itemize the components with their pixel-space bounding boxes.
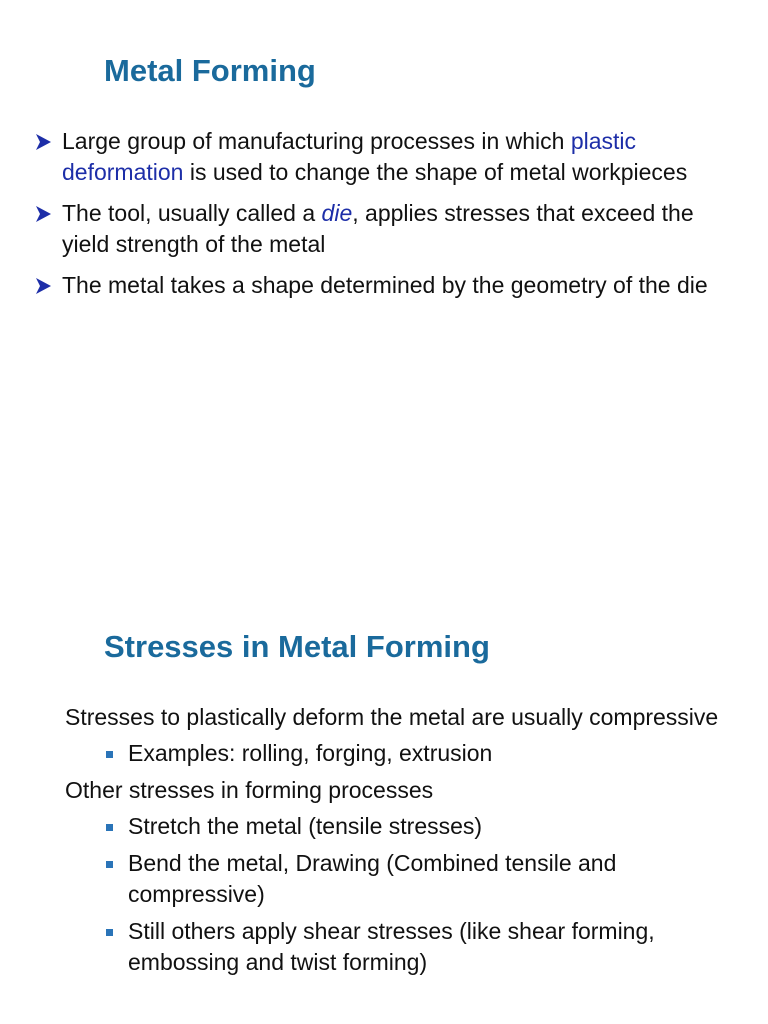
slide-title: Metal Forming — [104, 53, 316, 88]
sub-bullet-text: Bend the metal, Drawing (Combined tensile and compressive) — [128, 850, 617, 907]
sub-bullet-item — [65, 916, 735, 978]
arrow-bullet-icon — [34, 277, 52, 295]
paragraph: Stresses to plastically deform the metal are usually compressive — [65, 704, 719, 730]
bullet-list — [34, 126, 744, 311]
sub-bullet-item — [65, 811, 735, 842]
square-bullet-icon — [106, 929, 113, 936]
bullet-text: The metal takes a shape determined by the geometry of the die — [62, 272, 708, 298]
sub-bullet-text: Still others apply shear stresses (like shear forming, embossing and twist forming) — [128, 918, 655, 975]
sub-bullet-item — [65, 738, 735, 769]
bullet-text: is used to change the shape of metal workpieces — [183, 159, 688, 185]
bullet-text: Large group of manufacturing processes in which — [62, 128, 571, 154]
slide-body — [65, 702, 735, 984]
bullet-item — [34, 198, 744, 260]
bullet-text: The tool, usually called a — [62, 200, 322, 226]
sub-bullet-list — [65, 811, 735, 978]
slide-stresses-in-metal-forming — [0, 512, 768, 1024]
sub-bullet-item — [65, 848, 735, 910]
arrow-bullet-icon — [34, 205, 52, 223]
bullet-highlight: plastic deformation — [62, 128, 637, 185]
bullet-text: , applies stresses that exceed the yield strength of the metal — [62, 200, 694, 257]
bullet-highlight: die — [321, 200, 353, 226]
bullet-item — [34, 126, 744, 188]
bullet-item — [34, 270, 744, 301]
slide-title: Stresses in Metal Forming — [104, 629, 490, 664]
square-bullet-icon — [106, 751, 113, 758]
sub-bullet-text: Stretch the metal (tensile stresses) — [128, 813, 483, 839]
sub-bullet-list — [65, 738, 735, 769]
arrow-bullet-icon — [34, 133, 52, 151]
paragraph: Other stresses in forming processes — [65, 777, 434, 803]
sub-bullet-text: Examples: rolling, forging, extrusion — [128, 740, 493, 766]
square-bullet-icon — [106, 861, 113, 868]
square-bullet-icon — [106, 824, 113, 831]
